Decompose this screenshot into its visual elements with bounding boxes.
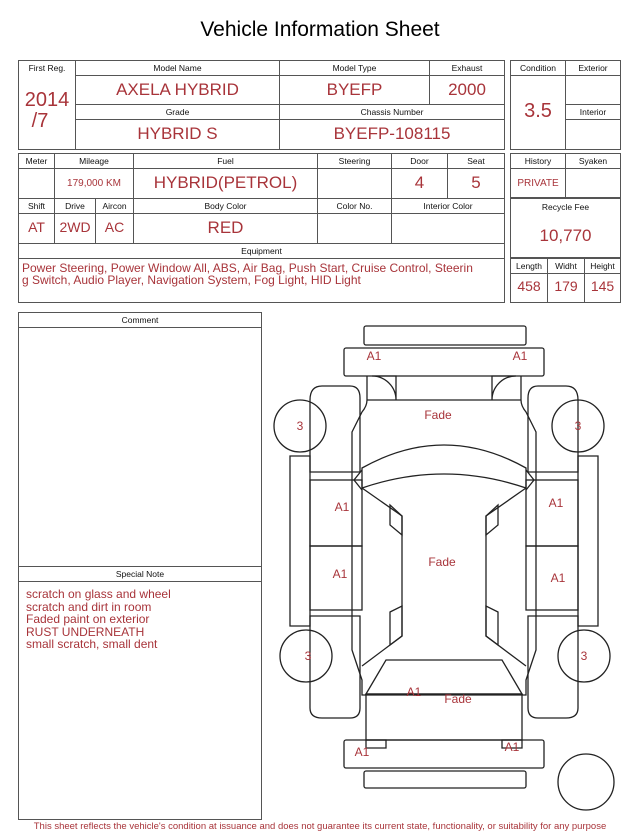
seat-value: 5 — [471, 173, 481, 192]
first-reg-month: /7 — [31, 110, 49, 132]
recycle-fee-value: 10,770 — [539, 226, 592, 245]
comment-label: Comment — [121, 315, 159, 325]
exhaust-label: Exhaust — [451, 63, 483, 73]
seat-label: Seat — [467, 156, 485, 166]
shift-label: Shift — [27, 201, 45, 211]
body-color-label: Body Color — [204, 201, 247, 211]
length-value: 458 — [517, 278, 541, 294]
length-label: Length — [516, 261, 542, 271]
door-label: Door — [410, 156, 429, 166]
special-note-line: scratch and dirt in room — [26, 599, 152, 614]
front-bumper-strip — [364, 326, 526, 345]
interior-label: Interior — [579, 107, 607, 117]
mark-trunk: Fade — [444, 692, 472, 706]
interior-cell — [565, 119, 621, 150]
footer-disclaimer: This sheet reflects the vehicle's condition at issuance and does not guarantee its current state, functionality, or suitability for any purpose — [33, 821, 607, 832]
rear-glass — [366, 660, 522, 694]
door-value: 4 — [414, 173, 425, 192]
model-name-label: Model Name — [153, 63, 202, 73]
exhaust-value: 2000 — [448, 80, 486, 99]
shift-value: AT — [28, 219, 45, 235]
special-note-line: Faded paint on exterior — [26, 612, 150, 626]
mark-rear-bumper-right: A1 — [504, 740, 520, 754]
sill-left — [290, 456, 310, 626]
special-note-line: small scratch, small dent — [26, 637, 158, 651]
special-note-line: RUST UNDERNEATH — [26, 624, 145, 639]
drive-value: 2WD — [59, 219, 91, 235]
mark-rear-bumper-left: A1 — [354, 745, 370, 759]
steering-cell — [317, 168, 392, 199]
mark-front-bumper-left: A1 — [366, 349, 382, 363]
meter-cell — [18, 168, 55, 199]
color-no-cell — [317, 213, 392, 244]
fuel-label: Fuel — [217, 156, 234, 166]
mileage-value: 179,000 KM — [67, 178, 121, 189]
chassis-value: BYEFP-108115 — [333, 124, 451, 143]
interior-color-label: Interior Color — [423, 201, 473, 211]
width-label: Widht — [555, 261, 577, 271]
first-reg-year: 2014 — [24, 89, 70, 111]
syaken-label: Syaken — [578, 156, 608, 166]
first-reg-label: First Reg. — [28, 63, 66, 73]
roof-left-edge — [362, 488, 402, 666]
equipment-label: Equipment — [241, 246, 282, 256]
headlight-right — [492, 376, 516, 400]
grade-label: Grade — [165, 107, 190, 117]
model-type-label: Model Type — [332, 63, 377, 73]
color-no-label: Color No. — [336, 201, 373, 211]
exterior-label: Exterior — [578, 63, 608, 73]
steering-label: Steering — [338, 156, 371, 166]
meter-label: Meter — [25, 156, 48, 166]
drive-label: Drive — [65, 201, 85, 211]
model-name-value: AXELA HYBRID — [116, 80, 239, 99]
car-damage-diagram — [262, 320, 632, 820]
mark-hood: Fade — [424, 408, 452, 422]
width-value: 179 — [554, 278, 578, 294]
condition-value: 3.5 — [524, 100, 552, 122]
window-left-rear — [390, 606, 402, 645]
height-label: Height — [590, 261, 615, 271]
mark-wheel-rl: 3 — [304, 649, 312, 663]
body-outline — [352, 376, 536, 695]
mileage-label: Mileage — [79, 156, 109, 166]
recycle-fee-label: Recycle Fee — [541, 202, 590, 212]
mark-wheel-fl: 3 — [296, 419, 304, 433]
rear-bumper-strip — [364, 771, 526, 788]
mark-roof: Fade — [428, 555, 456, 569]
fuel-value: HYBRID(PETROL) — [153, 173, 298, 192]
mark-wheel-fr: 3 — [574, 419, 582, 433]
syaken-cell — [565, 168, 621, 198]
door-front-right — [526, 480, 578, 546]
equipment-line-2: g Switch, Audio Player, Navigation System, Fog Light, HID Light — [22, 273, 361, 287]
body-color-value: RED — [207, 218, 244, 237]
history-label: History — [524, 156, 552, 166]
mark-rear-glass: A1 — [406, 685, 422, 699]
mark-wheel-rr: 3 — [580, 649, 588, 663]
special-note-label: Special Note — [115, 569, 165, 579]
page-title: Vehicle Information Sheet — [200, 18, 440, 41]
height-value: 145 — [590, 278, 615, 294]
sill-right — [578, 456, 598, 626]
condition-label: Condition — [520, 63, 556, 73]
history-value: PRIVATE — [517, 178, 559, 189]
spare-wheel — [558, 754, 614, 810]
interior-color-cell — [391, 213, 505, 244]
mark-door-fr: A1 — [548, 496, 564, 510]
mark-door-fl: A1 — [334, 500, 350, 514]
special-note-line: scratch on glass and wheel — [26, 587, 171, 601]
grade-value: HYBRID S — [137, 124, 218, 143]
aircon-label: Aircon — [102, 201, 127, 211]
roof-right-edge — [486, 488, 526, 666]
aircon-value: AC — [104, 219, 125, 235]
mark-front-bumper-right: A1 — [512, 349, 528, 363]
mark-door-rl: A1 — [332, 567, 348, 581]
chassis-label: Chassis Number — [360, 107, 424, 117]
exterior-cell — [565, 75, 621, 105]
model-type-value: BYEFP — [326, 80, 383, 99]
mark-door-rr: A1 — [550, 571, 566, 585]
windshield — [362, 445, 526, 488]
window-right-rear — [486, 606, 498, 645]
headlight-left — [372, 376, 396, 400]
equipment-line-1: Power Steering, Power Window All, ABS, Air Bag, Push Start, Cruise Control, Steerin — [22, 261, 473, 275]
